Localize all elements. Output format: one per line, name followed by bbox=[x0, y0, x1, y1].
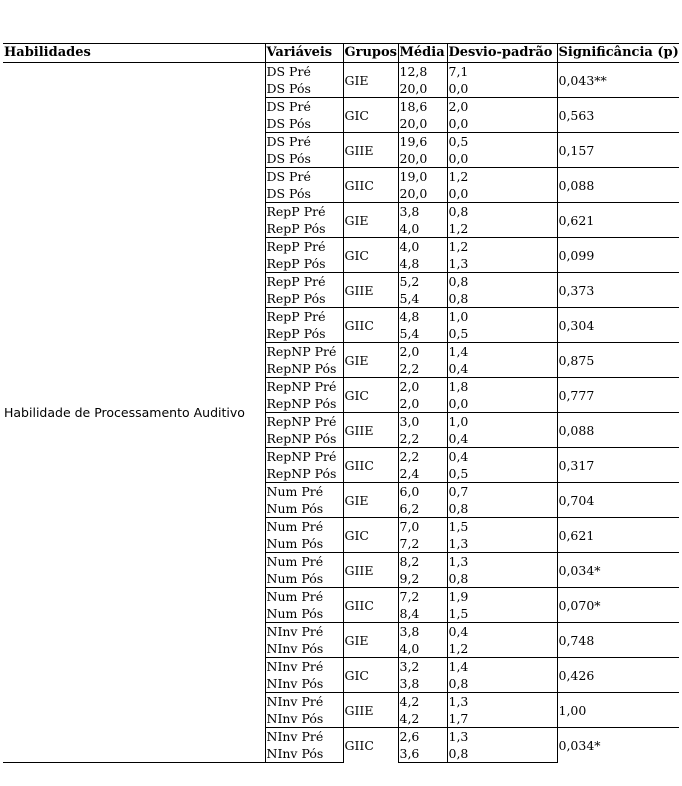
desvio-padrao-cell: 1,9 bbox=[447, 588, 557, 606]
significancia-cell: 0,088 bbox=[557, 168, 679, 203]
media-cell: 4,2 bbox=[398, 693, 447, 711]
grupo-cell: GIE bbox=[343, 63, 398, 98]
desvio-padrao-cell: 1,4 bbox=[447, 658, 557, 676]
grupo-cell: GIIC bbox=[343, 448, 398, 483]
desvio-padrao-cell: 0,4 bbox=[447, 623, 557, 641]
desvio-padrao-cell: 0,7 bbox=[447, 483, 557, 501]
desvio-padrao-cell: 0,0 bbox=[447, 115, 557, 133]
desvio-padrao-cell: 1,0 bbox=[447, 413, 557, 431]
variavel-cell: RepNP Pré bbox=[265, 448, 343, 466]
variavel-cell: Num Pós bbox=[265, 570, 343, 588]
media-cell: 7,2 bbox=[398, 535, 447, 553]
desvio-padrao-cell: 1,3 bbox=[447, 728, 557, 746]
grupo-cell: GIC bbox=[343, 658, 398, 693]
header-significancia: Significância (p) bbox=[557, 44, 679, 63]
variavel-cell: DS Pós bbox=[265, 185, 343, 203]
significancia-cell: 0,748 bbox=[557, 623, 679, 658]
variavel-cell: Num Pré bbox=[265, 588, 343, 606]
variavel-cell: RepP Pré bbox=[265, 203, 343, 221]
grupo-cell: GIE bbox=[343, 343, 398, 378]
variavel-cell: NInv Pós bbox=[265, 745, 343, 763]
variavel-cell: Num Pós bbox=[265, 535, 343, 553]
media-cell: 7,0 bbox=[398, 518, 447, 536]
grupo-cell: GIIC bbox=[343, 728, 398, 763]
habilidade-cell: Habilidade de Processamento Auditivo bbox=[3, 63, 265, 763]
media-cell: 2,0 bbox=[398, 343, 447, 361]
significancia-cell: 0,373 bbox=[557, 273, 679, 308]
variavel-cell: RepP Pós bbox=[265, 220, 343, 238]
variavel-cell: NInv Pós bbox=[265, 710, 343, 728]
desvio-padrao-cell: 1,5 bbox=[447, 518, 557, 536]
desvio-padrao-cell: 0,5 bbox=[447, 133, 557, 151]
variavel-cell: RepP Pré bbox=[265, 308, 343, 326]
variavel-cell: RepP Pós bbox=[265, 325, 343, 343]
desvio-padrao-cell: 0,8 bbox=[447, 203, 557, 221]
media-cell: 5,4 bbox=[398, 290, 447, 308]
significancia-cell: 0,704 bbox=[557, 483, 679, 518]
variavel-cell: NInv Pré bbox=[265, 728, 343, 746]
media-cell: 20,0 bbox=[398, 185, 447, 203]
media-cell: 18,6 bbox=[398, 98, 447, 116]
media-cell: 2,4 bbox=[398, 465, 447, 483]
grupo-cell: GIIC bbox=[343, 308, 398, 343]
desvio-padrao-cell: 1,4 bbox=[447, 343, 557, 361]
variavel-cell: NInv Pós bbox=[265, 675, 343, 693]
header-row bbox=[3, 44, 679, 63]
variavel-cell: RepNP Pré bbox=[265, 343, 343, 361]
desvio-padrao-cell: 0,8 bbox=[447, 570, 557, 588]
media-cell: 19,6 bbox=[398, 133, 447, 151]
media-cell: 4,0 bbox=[398, 640, 447, 658]
grupo-cell: GIIC bbox=[343, 588, 398, 623]
media-cell: 3,0 bbox=[398, 413, 447, 431]
media-cell: 12,8 bbox=[398, 63, 447, 81]
grupo-cell: GIIE bbox=[343, 693, 398, 728]
grupo-cell: GIIE bbox=[343, 273, 398, 308]
grupo-cell: GIIC bbox=[343, 168, 398, 203]
media-cell: 4,0 bbox=[398, 238, 447, 256]
grupo-cell: GIIE bbox=[343, 133, 398, 168]
variavel-cell: RepNP Pós bbox=[265, 430, 343, 448]
desvio-padrao-cell: 0,8 bbox=[447, 500, 557, 518]
variavel-cell: RepP Pós bbox=[265, 255, 343, 273]
variavel-cell: NInv Pré bbox=[265, 693, 343, 711]
desvio-padrao-cell: 1,3 bbox=[447, 693, 557, 711]
media-cell: 7,2 bbox=[398, 588, 447, 606]
media-cell: 2,0 bbox=[398, 378, 447, 396]
media-cell: 9,2 bbox=[398, 570, 447, 588]
variavel-cell: Num Pré bbox=[265, 518, 343, 536]
media-cell: 20,0 bbox=[398, 150, 447, 168]
significancia-cell: 0,157 bbox=[557, 133, 679, 168]
desvio-padrao-cell: 0,8 bbox=[447, 273, 557, 291]
desvio-padrao-cell: 1,7 bbox=[447, 710, 557, 728]
desvio-padrao-cell: 0,8 bbox=[447, 675, 557, 693]
significancia-cell: 0,777 bbox=[557, 378, 679, 413]
media-cell: 2,2 bbox=[398, 360, 447, 378]
variavel-cell: Num Pós bbox=[265, 605, 343, 623]
desvio-padrao-cell: 1,3 bbox=[447, 255, 557, 273]
variavel-cell: RepP Pré bbox=[265, 273, 343, 291]
media-cell: 20,0 bbox=[398, 115, 447, 133]
grupo-cell: GIC bbox=[343, 238, 398, 273]
desvio-padrao-cell: 7,1 bbox=[447, 63, 557, 81]
desvio-padrao-cell: 1,3 bbox=[447, 535, 557, 553]
desvio-padrao-cell: 1,0 bbox=[447, 308, 557, 326]
desvio-padrao-cell: 0,8 bbox=[447, 745, 557, 763]
variavel-cell: Num Pré bbox=[265, 483, 343, 501]
variavel-cell: DS Pré bbox=[265, 98, 343, 116]
variavel-cell: RepP Pré bbox=[265, 238, 343, 256]
desvio-padrao-cell: 0,5 bbox=[447, 465, 557, 483]
variavel-cell: RepNP Pós bbox=[265, 465, 343, 483]
desvio-padrao-cell: 0,4 bbox=[447, 360, 557, 378]
significancia-cell: 0,088 bbox=[557, 413, 679, 448]
desvio-padrao-cell: 0,0 bbox=[447, 185, 557, 203]
significancia-cell: 0,621 bbox=[557, 203, 679, 238]
variavel-cell: RepNP Pós bbox=[265, 395, 343, 413]
grupo-cell: GIC bbox=[343, 98, 398, 133]
significancia-cell: 0,070* bbox=[557, 588, 679, 623]
variavel-cell: RepP Pós bbox=[265, 290, 343, 308]
desvio-padrao-cell: 1,2 bbox=[447, 220, 557, 238]
header-grupos: Grupos bbox=[343, 44, 398, 63]
variavel-cell: DS Pré bbox=[265, 63, 343, 81]
significancia-cell: 0,099 bbox=[557, 238, 679, 273]
variavel-cell: NInv Pré bbox=[265, 623, 343, 641]
media-cell: 2,2 bbox=[398, 430, 447, 448]
media-cell: 3,8 bbox=[398, 623, 447, 641]
significancia-cell: 0,426 bbox=[557, 658, 679, 693]
desvio-padrao-cell: 1,8 bbox=[447, 378, 557, 396]
media-cell: 4,8 bbox=[398, 255, 447, 273]
grupo-cell: GIC bbox=[343, 518, 398, 553]
table-body bbox=[3, 63, 679, 763]
media-cell: 3,8 bbox=[398, 203, 447, 221]
significancia-cell: 0,034* bbox=[557, 553, 679, 588]
variavel-cell: Num Pré bbox=[265, 553, 343, 571]
desvio-padrao-cell: 0,0 bbox=[447, 80, 557, 98]
media-cell: 4,2 bbox=[398, 710, 447, 728]
header-desvio-padrao: Desvio-padrão bbox=[447, 44, 557, 63]
grupo-cell: GIE bbox=[343, 203, 398, 238]
grupo-cell: GIE bbox=[343, 483, 398, 518]
media-cell: 2,0 bbox=[398, 395, 447, 413]
header-variaveis: Variáveis bbox=[265, 44, 343, 63]
desvio-padrao-cell: 1,2 bbox=[447, 168, 557, 186]
desvio-padrao-cell: 1,2 bbox=[447, 640, 557, 658]
media-cell: 19,0 bbox=[398, 168, 447, 186]
significancia-cell: 0,875 bbox=[557, 343, 679, 378]
media-cell: 8,2 bbox=[398, 553, 447, 571]
variavel-cell: DS Pós bbox=[265, 115, 343, 133]
variavel-cell: DS Pré bbox=[265, 168, 343, 186]
variavel-cell: Num Pós bbox=[265, 500, 343, 518]
media-cell: 3,2 bbox=[398, 658, 447, 676]
desvio-padrao-cell: 0,4 bbox=[447, 448, 557, 466]
desvio-padrao-cell: 1,5 bbox=[447, 605, 557, 623]
significancia-cell: 0,043** bbox=[557, 63, 679, 98]
significancia-cell: 0,304 bbox=[557, 308, 679, 343]
variavel-cell: NInv Pré bbox=[265, 658, 343, 676]
desvio-padrao-cell: 0,8 bbox=[447, 290, 557, 308]
variavel-cell: RepNP Pré bbox=[265, 378, 343, 396]
variavel-cell: DS Pós bbox=[265, 150, 343, 168]
significancia-cell: 0,317 bbox=[557, 448, 679, 483]
header-habilidades: Habilidades bbox=[3, 44, 265, 63]
media-cell: 4,0 bbox=[398, 220, 447, 238]
significancia-cell: 0,034* bbox=[557, 728, 679, 763]
media-cell: 3,8 bbox=[398, 675, 447, 693]
significancia-cell: 1,00 bbox=[557, 693, 679, 728]
desvio-padrao-cell: 1,2 bbox=[447, 238, 557, 256]
media-cell: 6,0 bbox=[398, 483, 447, 501]
variavel-cell: DS Pré bbox=[265, 133, 343, 151]
results-table bbox=[3, 43, 679, 763]
media-cell: 6,2 bbox=[398, 500, 447, 518]
media-cell: 4,8 bbox=[398, 308, 447, 326]
desvio-padrao-cell: 0,0 bbox=[447, 395, 557, 413]
table-header bbox=[3, 44, 679, 63]
media-cell: 8,4 bbox=[398, 605, 447, 623]
media-cell: 5,2 bbox=[398, 273, 447, 291]
grupo-cell: GIE bbox=[343, 623, 398, 658]
desvio-padrao-cell: 0,5 bbox=[447, 325, 557, 343]
variavel-cell: DS Pós bbox=[265, 80, 343, 98]
variavel-cell: RepNP Pós bbox=[265, 360, 343, 378]
media-cell: 5,4 bbox=[398, 325, 447, 343]
table-row bbox=[3, 63, 679, 81]
media-cell: 2,6 bbox=[398, 728, 447, 746]
media-cell: 2,2 bbox=[398, 448, 447, 466]
desvio-padrao-cell: 2,0 bbox=[447, 98, 557, 116]
media-cell: 20,0 bbox=[398, 80, 447, 98]
grupo-cell: GIIE bbox=[343, 413, 398, 448]
significancia-cell: 0,621 bbox=[557, 518, 679, 553]
desvio-padrao-cell: 1,3 bbox=[447, 553, 557, 571]
desvio-padrao-cell: 0,0 bbox=[447, 150, 557, 168]
variavel-cell: NInv Pós bbox=[265, 640, 343, 658]
desvio-padrao-cell: 0,4 bbox=[447, 430, 557, 448]
grupo-cell: GIIE bbox=[343, 553, 398, 588]
header-media: Média bbox=[398, 44, 447, 63]
grupo-cell: GIC bbox=[343, 378, 398, 413]
significancia-cell: 0,563 bbox=[557, 98, 679, 133]
variavel-cell: RepNP Pré bbox=[265, 413, 343, 431]
media-cell: 3,6 bbox=[398, 745, 447, 763]
